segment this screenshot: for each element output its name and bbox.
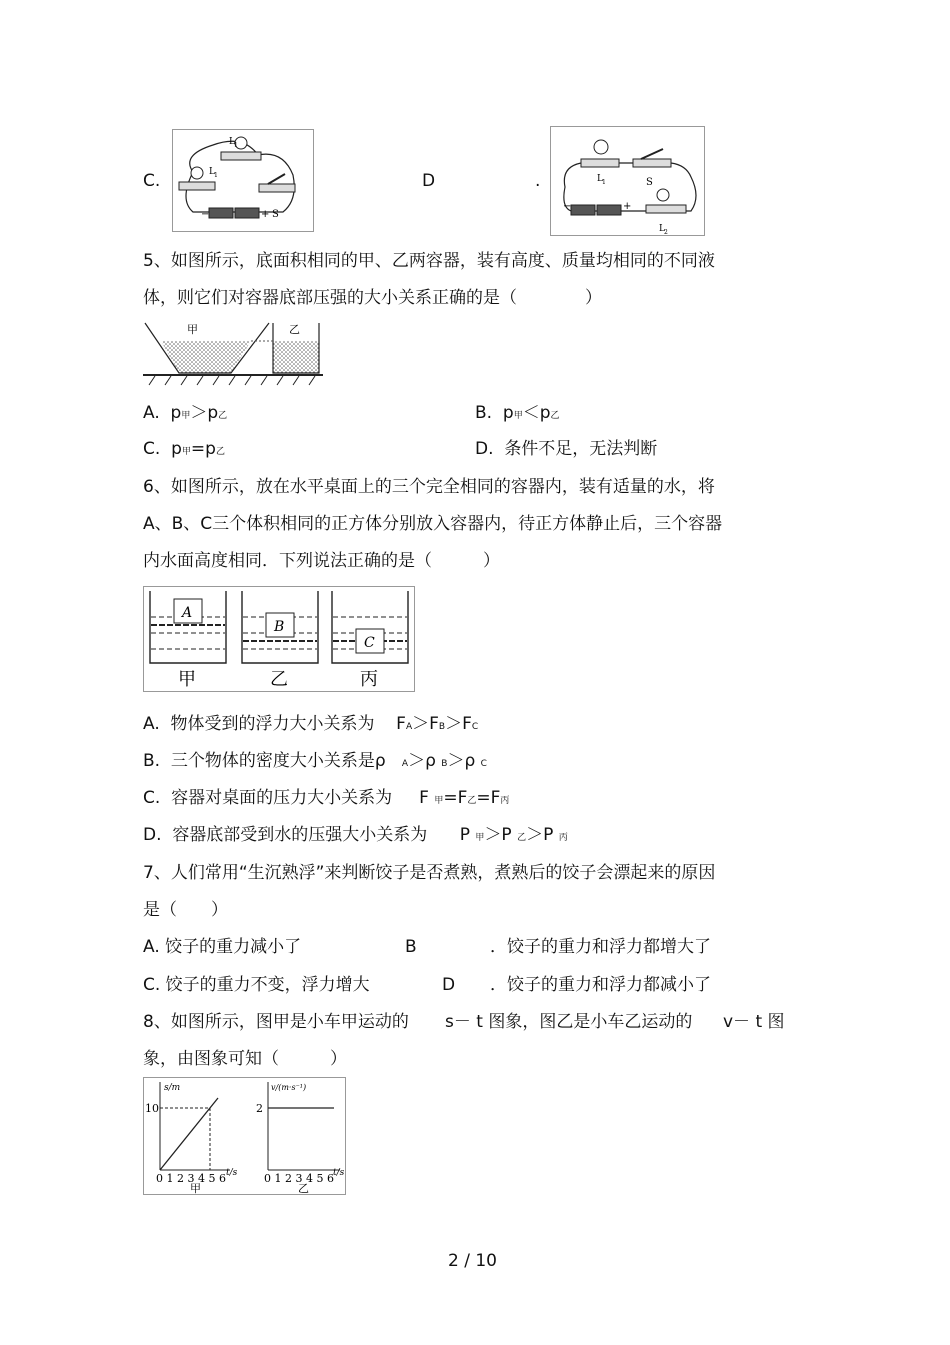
- l1-label: L: [597, 174, 603, 184]
- q6-option-c: [143, 787, 509, 812]
- option-text: 容器对桌面的压力大小关系为: [171, 788, 393, 808]
- symbol: p: [170, 403, 182, 423]
- l2-subscript: 1: [214, 172, 218, 179]
- circuit-d-drawing: [551, 127, 704, 235]
- q8-line1-part3: v－ t 图: [723, 1012, 785, 1032]
- option-label: B.: [143, 751, 161, 771]
- symbol: F: [419, 788, 429, 808]
- q6-option-d: [143, 824, 568, 849]
- q8-graphs-drawing: [144, 1078, 345, 1194]
- q5-containers-figure: [143, 321, 323, 387]
- relation: =F: [443, 788, 468, 808]
- symbol: P: [459, 825, 471, 845]
- cube-b-label: B: [274, 619, 285, 635]
- container-yi-label: 乙: [270, 669, 288, 690]
- relation: ＞F: [445, 714, 472, 734]
- subscript: 甲: [434, 796, 444, 806]
- circuit-c-drawing: [173, 130, 313, 231]
- l1-label: L: [229, 137, 235, 147]
- q7-option-a: A. 饺子的重力减小了: [143, 937, 302, 957]
- option-label: D.: [143, 825, 162, 845]
- relation: ＞P: [526, 825, 554, 845]
- relation: ＜p: [522, 403, 551, 423]
- option-d-label: D: [422, 171, 436, 191]
- plus-sign: +: [623, 201, 632, 212]
- option-text: 容器底部受到水的压强大小关系为: [172, 825, 428, 845]
- subscript: 甲: [181, 447, 191, 457]
- option-label: C.: [143, 439, 161, 459]
- subscript: C: [480, 759, 487, 769]
- q6-line3: 内水面高度相同．下列说法正确的是（ ）: [143, 551, 500, 571]
- switch-label: S: [272, 209, 279, 220]
- subscript: 乙: [467, 796, 477, 806]
- q7-line2: 是（ ）: [143, 900, 228, 920]
- graph1-caption: 甲: [190, 1182, 201, 1194]
- option-text: 物体受到的浮力大小关系为: [170, 714, 375, 734]
- subscript: 丙: [500, 796, 510, 806]
- l2-label: L: [659, 224, 665, 234]
- graph2-x-axis-label: t/s: [333, 1168, 345, 1178]
- graph1-y-axis-label: s/m: [164, 1083, 181, 1093]
- option-c-label: C.: [143, 171, 161, 191]
- circuit-figure-d: [550, 126, 705, 236]
- q7-line1: 7、人们常用“生沉熟浮”来判断饺子是否煮熟，煮熟后的饺子会漂起来的原因: [143, 863, 716, 883]
- q5-option-b: [475, 402, 560, 427]
- q8-line2: 象，由图象可知（ ）: [143, 1049, 347, 1069]
- container-jia-label: 甲: [178, 669, 196, 690]
- l1-subscript: 1: [234, 142, 238, 149]
- graph2-y-tick: 2: [256, 1102, 263, 1115]
- container-a-label: 甲: [187, 323, 198, 336]
- q6-containers-figure: [143, 586, 415, 692]
- cube-a-label: A: [182, 605, 193, 621]
- relation: =p: [190, 439, 216, 459]
- graph1-y-tick: 10: [145, 1102, 159, 1115]
- symbol: p: [502, 403, 514, 423]
- option-label: D.: [475, 439, 494, 459]
- option-text: 三个物体的密度大小关系是ρ: [170, 751, 386, 771]
- subscript: 甲: [513, 411, 523, 421]
- graph2-x-ticks: 0 1 2 3 4 5 6: [264, 1172, 334, 1185]
- q5-line2: 体，则它们对容器底部压强的大小关系正确的是（ ）: [143, 288, 602, 308]
- page-number: 2 / 10: [448, 1251, 497, 1271]
- q7-option-b-text: ．饺子的重力和浮力都增大了: [490, 937, 711, 957]
- subscript: B: [441, 759, 448, 769]
- graph2-y-axis-label: v/(m·s⁻¹): [271, 1083, 307, 1092]
- q6-containers-drawing: [144, 587, 414, 691]
- option-label: A.: [143, 714, 160, 734]
- subscript: A: [401, 759, 409, 769]
- subscript: A: [405, 722, 413, 732]
- subscript: 丙: [558, 833, 568, 843]
- subscript: C: [471, 722, 479, 732]
- l1-subscript: 1: [602, 179, 606, 186]
- subscript: 乙: [550, 411, 560, 421]
- option-label: B.: [475, 403, 493, 423]
- relation: ＞ρ: [408, 751, 436, 771]
- subscript: B: [438, 722, 446, 732]
- q5-option-a: [143, 402, 227, 427]
- q7-option-d-text: ．饺子的重力和浮力都减小了: [490, 975, 711, 995]
- symbol: F: [396, 714, 406, 734]
- q5-option-c: [143, 438, 225, 463]
- q8-line1-part1: 8、如图所示，图甲是小车甲运动的: [143, 1012, 409, 1032]
- subscript: 甲: [181, 411, 191, 421]
- subscript: 乙: [517, 833, 527, 843]
- q8-graphs-figure: [143, 1077, 346, 1195]
- l2-subscript: 2: [664, 229, 668, 235]
- option-text: 条件不足，无法判断: [504, 439, 658, 459]
- subscript: 乙: [215, 447, 225, 457]
- option-d-dot: .: [535, 171, 541, 191]
- subscript: 甲: [475, 833, 485, 843]
- q6-line1: 6、如图所示，放在水平桌面上的三个完全相同的容器内，装有适量的水，将: [143, 477, 715, 497]
- relation: ＞P: [484, 825, 512, 845]
- q7-option-b-label: B: [405, 937, 417, 957]
- symbol: p: [171, 439, 182, 459]
- subscript: 乙: [218, 411, 228, 421]
- option-label: A.: [143, 403, 160, 423]
- q6-option-a: [143, 713, 478, 738]
- q5-containers-drawing: [143, 321, 323, 387]
- q6-option-b: [143, 750, 487, 775]
- l2-label: L: [209, 167, 215, 177]
- plus-sign: +: [261, 209, 270, 220]
- switch-label: S: [646, 177, 653, 188]
- relation: ＞p: [190, 403, 219, 423]
- q5-line1: 5、如图所示，底面积相同的甲、乙两容器，装有高度、质量均相同的不同液: [143, 251, 715, 271]
- q5-option-d: [475, 438, 657, 460]
- circuit-figure-c: [172, 129, 314, 232]
- graph1-x-axis-label: t/s: [226, 1168, 238, 1178]
- minus-sign: −: [563, 201, 572, 212]
- q6-line2: A、B、C三个体积相同的正方体分别放入容器内，待正方体静止后，三个容器: [143, 514, 723, 534]
- relation: ＞F: [412, 714, 439, 734]
- graph1-x-ticks: 0 1 2 3 4 5 6: [156, 1172, 226, 1185]
- q7-option-d-label: D: [442, 975, 456, 995]
- relation: ＞ρ: [447, 751, 476, 771]
- relation: =F: [476, 788, 501, 808]
- minus-sign: −: [201, 209, 210, 220]
- option-label: C.: [143, 788, 161, 808]
- q8-line1-part2: s－ t 图象，图乙是小车乙运动的: [445, 1012, 693, 1032]
- container-b-label: 乙: [289, 323, 300, 336]
- cube-c-label: C: [364, 635, 375, 651]
- graph2-caption: 乙: [298, 1182, 309, 1194]
- container-bing-label: 丙: [360, 669, 378, 690]
- q7-option-c: C. 饺子的重力不变，浮力增大: [143, 975, 370, 995]
